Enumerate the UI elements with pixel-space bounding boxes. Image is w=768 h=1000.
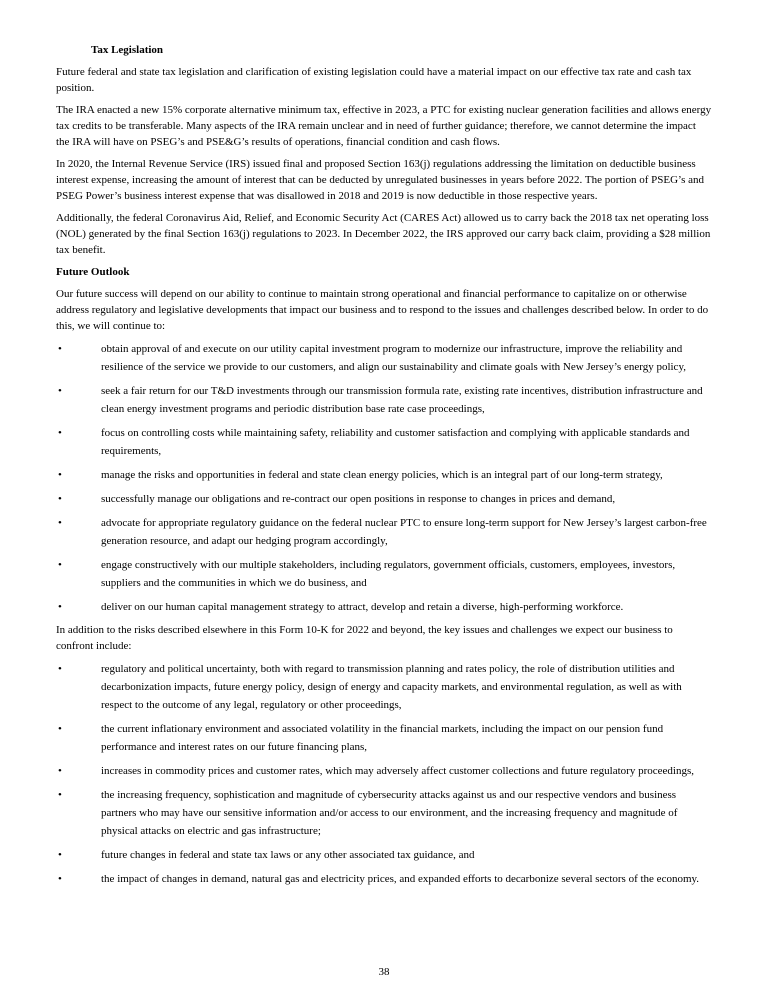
paragraph-ira: The IRA enacted a new 15% corporate alternative minimum tax, effective in 2023, a PTC for existing nuclear generation facilities and allows energy tax credits to be transferable. Many aspects of the IRA remain unclear and in need of further guidance; therefore, we cannot determine the impact the IRA will have on PSEG’s and PSE&G’s results of operations, financial condition and cash flows. — [56, 104, 712, 148]
bullet-marker: • — [58, 663, 62, 675]
bullet-marker: • — [58, 601, 62, 613]
paragraph-future-tax: Future federal and state tax legislation and clarification of existing legislation could have a material impact on our effective tax rate and cash tax position. — [56, 66, 692, 94]
list-item-text: the increasing frequency, sophistication and magnitude of cybersecurity attacks against us and our respective vendors and business partners who may have our sensitive information and/or access to our environment, and the increasing frequency and magnitude of physical attacks on electric and gas infrastructure; — [101, 789, 678, 837]
bullet-marker: • — [58, 723, 62, 735]
list-item — [56, 846, 712, 864]
risks-bullet-list — [56, 660, 712, 888]
list-item-text: regulatory and political uncertainty, both with regard to transmission planning and rates policy, the role of distribution utilities and decarbonization impacts, future energy policy, design of energy and capacity markets, and environmental regulation, as well as with respect to the outcome of any legal, regulatory or other proceedings, — [101, 663, 682, 711]
list-item — [56, 720, 712, 756]
list-item — [56, 340, 712, 376]
bullet-marker: • — [58, 343, 62, 355]
list-item — [56, 762, 712, 780]
bullet-marker: • — [58, 849, 62, 861]
list-item-text: future changes in federal and state tax laws or any other associated tax guidance, and — [101, 849, 475, 861]
bullet-marker: • — [58, 427, 62, 439]
list-item-text: engage constructively with our multiple stakeholders, including regulators, government officials, customers, employees, investors, suppliers and the communities in which we do business, and — [101, 559, 676, 589]
paragraph-risks-intro: In addition to the risks described elsewhere in this Form 10-K for 2022 and beyond, the key issues and challenges we expect our business to confront include: — [56, 624, 673, 652]
list-item — [56, 514, 712, 550]
list-item — [56, 870, 712, 888]
list-item — [56, 466, 712, 484]
list-item — [56, 598, 712, 616]
page-number: 38 — [378, 966, 390, 978]
list-item-text: the impact of changes in demand, natural gas and electricity prices, and expanded efforts to decarbonize several sectors of the economy. — [101, 873, 700, 885]
list-item-text: focus on controlling costs while maintaining safety, reliability and customer satisfaction and complying with applicable standards and requirements, — [101, 427, 690, 457]
list-item — [56, 660, 712, 714]
list-item-text: successfully manage our obligations and re-contract our open positions in response to changes in prices and demand, — [101, 493, 616, 505]
list-item-text: increases in commodity prices and customer rates, which may adversely affect customer collections and future regulatory proceedings, — [101, 765, 694, 777]
bullet-marker: • — [58, 469, 62, 481]
bullet-marker: • — [58, 873, 62, 885]
bullet-marker: • — [58, 765, 62, 777]
list-item — [56, 556, 712, 592]
list-item — [56, 424, 712, 460]
list-item — [56, 786, 712, 840]
list-item-text: advocate for appropriate regulatory guidance on the federal nuclear PTC to ensure long-term support for New Jersey’s largest carbon-free generation resource, and adapt our hedging program accordingly, — [101, 517, 707, 547]
paragraph-outlook-intro: Our future success will depend on our ability to continue to maintain strong operational and financial performance to capitalize on or otherwise address regulatory and legislative developments that impact our business and to respond to the issues and challenges described below. In order to do this, we will continue to: — [56, 288, 709, 332]
list-item — [56, 490, 712, 508]
list-item-text: the current inflationary environment and associated volatility in the financial markets, including the impact on our pension fund performance and interest rates on our future financing plans, — [101, 723, 664, 753]
paragraph-cares-act: Additionally, the federal Coronavirus Aid, Relief, and Economic Security Act (CARES Act) allowed us to carry back the 2018 tax net operating loss (NOL) generated by the final Section 163(j) regulations to 2023. In December 2022, the IRS approved our carry back claim, providing a $28 million tax benefit. — [56, 212, 711, 256]
section-heading-future-outlook: Future Outlook — [56, 266, 130, 278]
list-item-text: obtain approval of and execute on our utility capital investment program to modernize our infrastructure, improve the reliability and resilience of the service we provide to our customers, and align our sustainability and climate goals with New Jersey’s energy policy, — [101, 343, 686, 373]
list-item — [56, 382, 712, 418]
list-item-text: deliver on our human capital management strategy to attract, develop and retain a diverse, high-performing workforce. — [101, 601, 624, 613]
outlook-bullet-list — [56, 340, 712, 616]
bullet-marker: • — [58, 493, 62, 505]
bullet-marker: • — [58, 385, 62, 397]
paragraph-irs-163j: In 2020, the Internal Revenue Service (IRS) issued final and proposed Section 163(j) regulations addressing the limitation on deductible business interest expense, increasing the amount of interest that can be deducted by unregulated businesses in years before 2022. The portion of PSEG’s and PSEG Power’s business interest expense that was disallowed in 2018 and 2019 is now deductible in those respective years. — [56, 158, 705, 202]
list-item-text: manage the risks and opportunities in federal and state clean energy policies, which is an integral part of our long-term strategy, — [101, 469, 663, 481]
list-item-text: seek a fair return for our T&D investments through our transmission formula rate, existing rate incentives, distribution infrastructure and clean energy investment programs and periodic distribution base rate case proceedings, — [101, 385, 703, 415]
bullet-marker: • — [58, 789, 62, 801]
bullet-marker: • — [58, 517, 62, 529]
bullet-marker: • — [58, 559, 62, 571]
section-heading-tax-legislation: Tax Legislation — [91, 44, 164, 56]
